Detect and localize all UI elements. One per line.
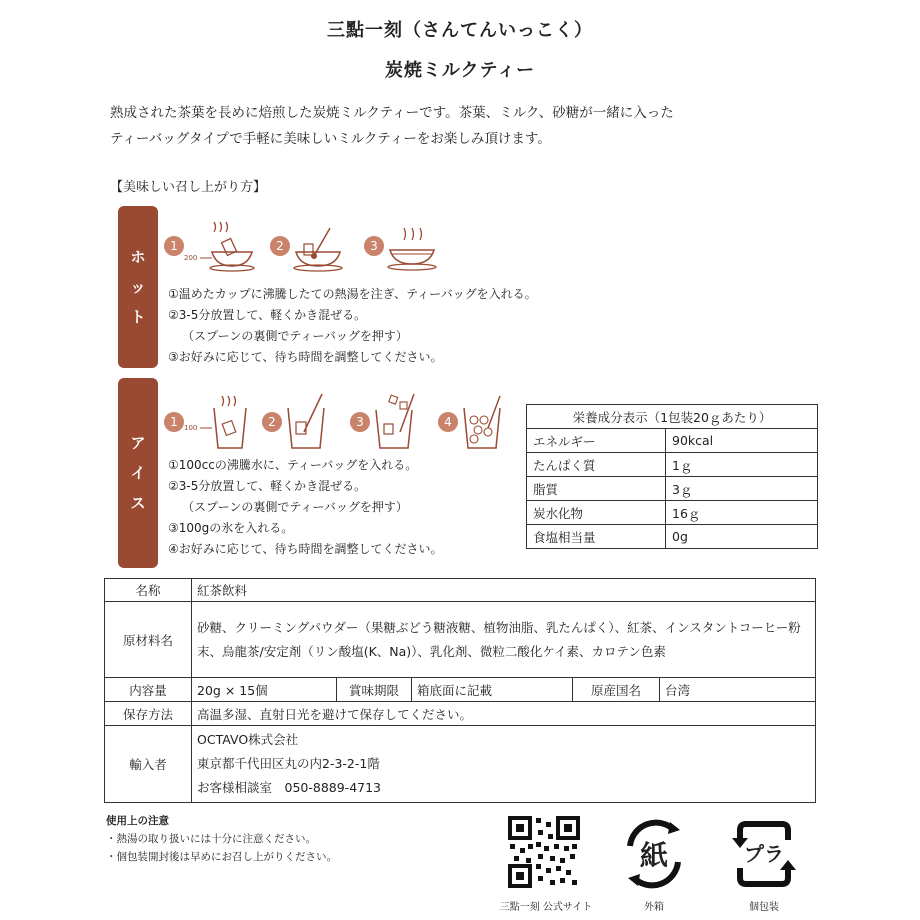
importer-line: OCTAVO株式会社 — [197, 732, 299, 747]
ice-glass-pour-icon — [184, 392, 250, 452]
ice-label-char: イ — [130, 464, 146, 482]
nutrient-name: たんぱく質 — [527, 453, 666, 477]
step-number-2: 2 — [270, 236, 290, 256]
nutrient-value: 1ｇ — [666, 453, 818, 477]
hot-step: ①温めたカップに沸騰したての熱湯を注ぎ、ティーバッグを入れる。 — [168, 287, 537, 301]
importer-value — [192, 726, 816, 803]
ice-glass-ready-icon — [458, 392, 514, 452]
nutrition-row — [527, 525, 818, 549]
storage-value: 高温多湿、直射日光を避けて保存してください。 — [192, 702, 816, 726]
importer-label: 輸入者 — [105, 726, 192, 803]
hot-label-char: ホ — [130, 248, 146, 266]
nutrient-name: 炭水化物 — [527, 501, 666, 525]
plastic-recycle-mark — [724, 816, 804, 892]
ice-glass-stir-icon — [282, 392, 338, 452]
hot-step: （スプーンの裏側でティーバッグを押す） — [182, 329, 408, 343]
qr-label: 三點一刻 公式サイト — [499, 902, 593, 913]
ice-steps — [168, 455, 443, 560]
intro-text — [110, 100, 810, 152]
hot-label-char: ト — [130, 308, 146, 326]
plastic-label: 個包装 — [749, 902, 779, 913]
ice-step: ①100ccの沸騰水に、ティーバッグを入れる。 — [168, 458, 418, 472]
origin-label: 原産国名 — [573, 678, 660, 702]
expiry-label: 賞味期限 — [337, 678, 412, 702]
storage-label: 保存方法 — [105, 702, 192, 726]
ice-step: ③100gの氷を入れる。 — [168, 521, 294, 535]
nutrient-value: 3ｇ — [666, 477, 818, 501]
nutrition-row — [527, 429, 818, 453]
hot-step: ③お好みに応じて、待ち時間を調整してください。 — [168, 350, 443, 364]
nutrient-value: 0g — [666, 525, 818, 549]
note-item: ・個包装開封後は早めにお召し上がりください。 — [106, 851, 337, 863]
importer-line: 東京都千代田区丸の内2-3-2-1階 — [197, 756, 380, 771]
hot-cup-ready-icon — [384, 218, 444, 274]
expiry-value: 箱底面に記載 — [412, 678, 573, 702]
hot-step-icons — [164, 218, 444, 274]
nutrient-value: 16ｇ — [666, 501, 818, 525]
hot-cup-stir-icon — [290, 218, 350, 274]
origin-value: 台湾 — [660, 678, 816, 702]
step-number-3: 3 — [364, 236, 384, 256]
nutrient-name: 食塩相当量 — [527, 525, 666, 549]
product-brand-title: 三點一刻（さんてんいっこく） — [327, 20, 593, 41]
intro-line: 熟成された茶葉を長めに焙煎した炭焼ミルクティーです。茶葉、ミルク、砂糖が一緒に入った — [110, 105, 674, 121]
ice-step: ②3-5分放置して、軽くかき混ぜる。 — [168, 479, 367, 493]
qr-code-icon[interactable] — [508, 816, 580, 888]
paper-label: 外箱 — [644, 902, 664, 913]
nutrition-table — [526, 404, 818, 549]
hot-steps — [168, 284, 537, 368]
ice-step-icons — [164, 392, 514, 452]
ingredients-label: 原材料名 — [105, 602, 192, 678]
intro-line: ティーバッグタイプで手軽に美味しいミルクティーをお楽しみ頂けます。 — [110, 131, 551, 147]
hot-label-char: ッ — [130, 278, 146, 296]
name-label: 名称 — [105, 579, 192, 602]
ice-label-char: ス — [130, 494, 146, 512]
paper-mark-char: 紙 — [639, 839, 668, 872]
ingredients-value: 砂糖、クリーミングパウダー（果糖ぶどう糖液糖、植物油脂、乳たんぱく）、紅茶、インスタントコーヒー粉末、烏龍茶/安定剤（リン酸塩(K、Na)）、乳化剤、微粒二酸化ケイ素、カロテン色素 — [192, 602, 816, 678]
ice-label-char: ア — [130, 434, 146, 452]
nutrition-row — [527, 453, 818, 477]
nutrient-value: 90kcal — [666, 429, 818, 453]
step-number-1: 1 — [164, 412, 184, 432]
notes-title: 使用上の注意 — [106, 815, 169, 827]
howto-heading: 【美味しい召し上がり方】 — [110, 180, 267, 195]
ice-label — [118, 378, 158, 568]
importer-line: お客様相談室 050-8889-4713 — [197, 780, 382, 795]
qr-block — [508, 816, 584, 892]
hot-step: ②3-5分放置して、軽くかき混ぜる。 — [168, 308, 367, 322]
content-label: 内容量 — [105, 678, 192, 702]
nutrient-name: エネルギー — [527, 429, 666, 453]
hot-cup-pour-icon — [184, 218, 256, 274]
paper-recycle-mark — [616, 816, 692, 892]
ice-step: ④お好みに応じて、待ち時間を調整してください。 — [168, 542, 443, 556]
content-value: 20g × 15個 — [192, 678, 337, 702]
nutrition-row — [527, 501, 818, 525]
nutrition-header: 栄養成分表示（1包装20ｇあたり） — [527, 405, 818, 429]
product-name-title: 炭焼ミルクティー — [384, 60, 536, 81]
nutrition-row — [527, 477, 818, 501]
product-spec-table — [104, 578, 816, 803]
ice-add-ice-icon — [370, 392, 426, 452]
ice-scale-label: 100 — [184, 424, 198, 432]
nutrient-name: 脂質 — [527, 477, 666, 501]
step-number-2: 2 — [262, 412, 282, 432]
step-number-1: 1 — [164, 236, 184, 256]
step-number-4: 4 — [438, 412, 458, 432]
note-item: ・熱湯の取り扱いには十分に注意ください。 — [106, 833, 316, 845]
ice-step: （スプーンの裏側でティーバッグを押す） — [182, 500, 408, 514]
step-number-3: 3 — [350, 412, 370, 432]
hot-scale-label: 200 — [184, 254, 198, 262]
usage-notes — [106, 812, 337, 866]
name-value: 紅茶飲料 — [192, 579, 816, 602]
hot-label — [118, 206, 158, 368]
plastic-mark-char: プラ — [744, 842, 784, 866]
